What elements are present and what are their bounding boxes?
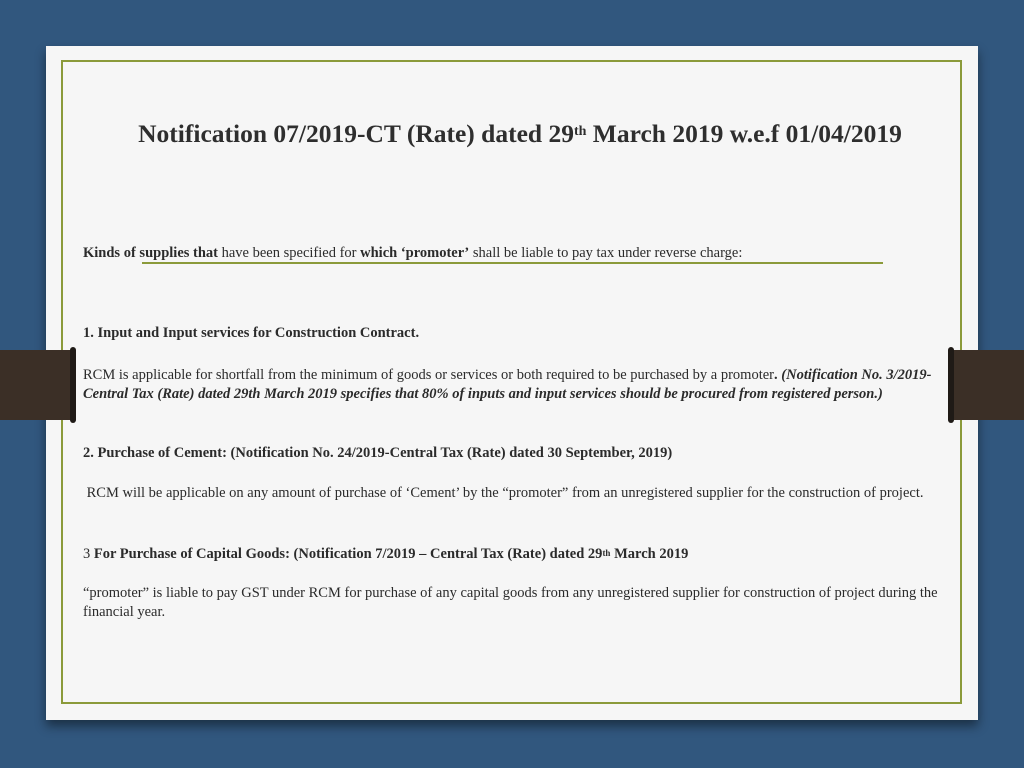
intro-underline <box>142 262 883 264</box>
intro-text: Kinds of supplies that have been specified for which ‘promoter’ shall be liable to pay tax under reverse charge: <box>83 245 743 261</box>
item2-heading: 2. Purchase of Cement: (Notification No. 24/2019-Central Tax (Rate) dated 30 September, 2019) <box>83 445 673 461</box>
item2-body: RCM will be applicable on any amount of purchase of ‘Cement’ by the “promoter” from an unregistered supplier for the construction of project. <box>83 485 924 501</box>
item3-body: “promoter” is liable to pay GST under RCM for purchase of any capital goods from any unregistered supplier for construction of project during the financial year. <box>83 585 938 620</box>
item3-heading: 3 For Purchase of Capital Goods: (Notification 7/2019 – Central Tax (Rate) dated 29th March 2019 <box>83 546 689 562</box>
slide-title: Notification 07/2019-CT (Rate) dated 29th March 2019 w.e.f 01/04/2019 <box>138 119 902 148</box>
item1-body: RCM is applicable for shortfall from the minimum of goods or services or both required to be purchased by a promoter. (Notification No. 3/2019-Central Tax (Rate) dated 29th March 2019 specifies that 80% of inputs and input services should be procured from registered person.) <box>83 367 932 402</box>
item1-heading: 1. Input and Input services for Construction Contract. <box>83 325 420 341</box>
left-binder-tab <box>0 350 76 420</box>
right-binder-tab <box>948 350 1024 420</box>
